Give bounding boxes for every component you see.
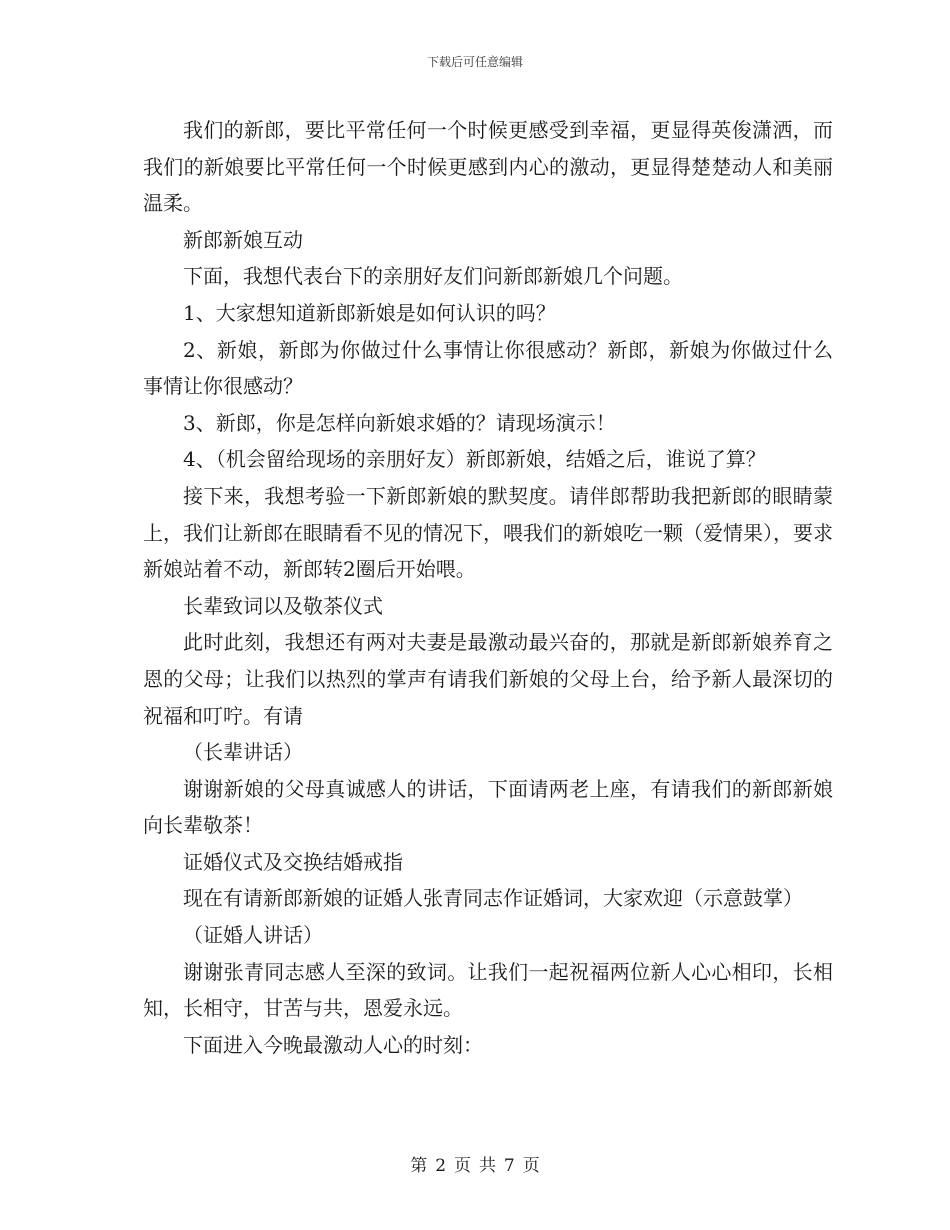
section-heading-interaction: 新郎新娘互动 (183, 227, 303, 252)
document-body (143, 112, 833, 1063)
page-header: 下载后可任意编辑 (426, 55, 523, 69)
section-heading-elders: 长辈致词以及敬茶仪式 (183, 593, 383, 618)
question-item-4: 4、（机会留给现场的亲朋好友）新郎新娘，结婚之后，谁说了算？ (183, 447, 766, 472)
question-item-1: 1、大家想知道新郎新娘是如何认识的吗？ (183, 300, 556, 325)
question-item-2: 2、新娘，新郎为你做过什么事情让你很感动？新郎，新娘为你做过什么事情让你很感动？ (143, 337, 833, 399)
paragraph-tea-ceremony: 谢谢新娘的父母真诚感人的讲话，下面请两老上座，有请我们的新郎新娘向长辈敬茶！ (143, 776, 833, 838)
paragraph-tacit-test: 接下来，我想考验一下新郎新娘的默契度。请伴郎帮助我把新郎的眼睛蒙上，我们让新郎在眼睛看不见的情况下，喂我们的新娘吃一颗（爱情果），要求新娘站着不动，新郎转2圈后开始喂。 (143, 483, 833, 582)
paragraph-groom-bride-intro: 我们的新郎，要比平常任何一个时候更感受到幸福，更显得英俊潇洒，而我们的新娘要比平常任何一个时候更感到内心的激动，更显得楚楚动人和美丽温柔。 (143, 118, 833, 216)
section-heading-witness: 证婚仪式及交换结婚戒指 (183, 849, 403, 874)
paragraph-questions-intro: 下面，我想代表台下的亲朋好友们问新郎新娘几个问题。 (183, 264, 683, 289)
page-number: 第 2 页 共 7 页 (410, 1156, 540, 1176)
paragraph-blessing: 谢谢张青同志感人至深的致词。让我们一起祝福两位新人心心相印，长相知，长相守，甘苦与共，恩爱永远。 (143, 959, 833, 1021)
stage-note-elders-speech: （长辈讲话） (183, 740, 303, 765)
paragraph-parents-invite: 此时此刻，我想还有两对夫妻是最激动最兴奋的，那就是新郎新娘养育之恩的父母；让我们以热烈的掌声有请我们新娘的父母上台，给予新人最深切的祝福和叮咛。有请 (143, 630, 833, 728)
paragraph-moment: 下面进入今晚最激动人心的时刻： (183, 1032, 483, 1057)
paragraph-witness-invite: 现在有请新郎新娘的证婚人张青同志作证婚词，大家欢迎（示意鼓掌） (183, 886, 803, 911)
stage-note-witness-speech: （证婚人讲话） (183, 923, 323, 948)
question-item-3: 3、新郎，你是怎样向新娘求婚的？请现场演示！ (183, 410, 616, 435)
